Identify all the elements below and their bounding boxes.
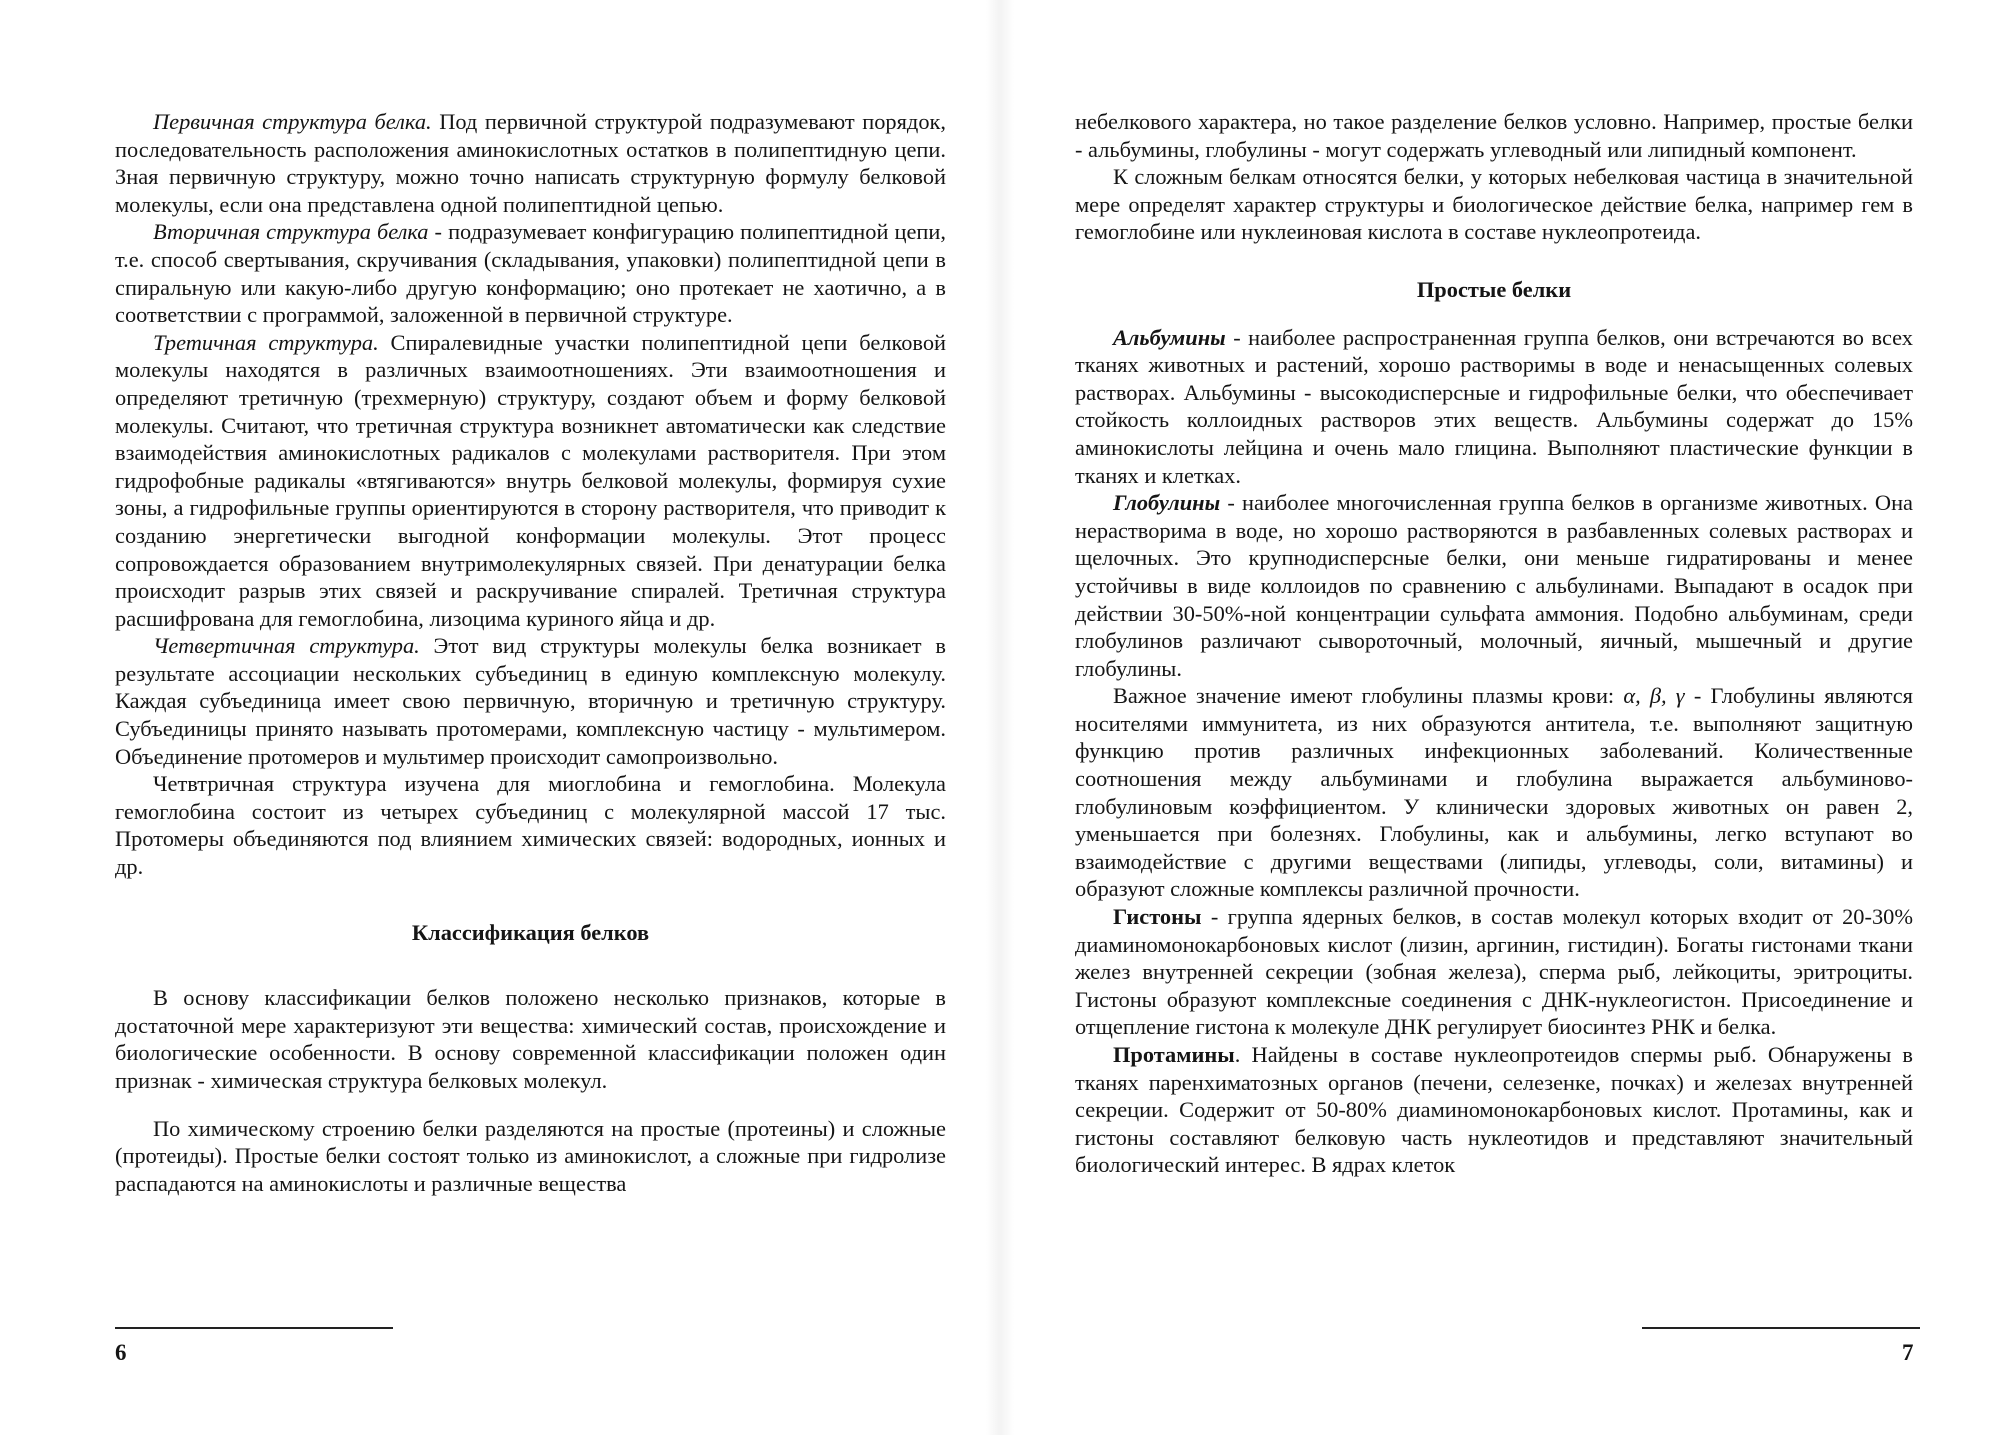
footer-rule-right <box>1642 1327 1920 1329</box>
albumins-paragraph <box>1075 324 1913 490</box>
plasma-globulins-after: - Глобулины являются носителями иммунитета, из них образуются антитела, т.е. выполняют защитную функцию против различных инфекционных заболеваний. Количественные соотношения между альбуминами и глобулина выражается альбуминово-глобулиновым коэффициентом. У клинически здоровых животных он равен 2, уменьшается при болезнях. Глобулины, как и альбумины, легко вступают во взаимодействие с другими веществами (липиды, углеводы, соли, витамины) и образуют сложные комплексы различной прочности. <box>1075 683 1913 902</box>
protamines-term: Протамины <box>1113 1042 1235 1067</box>
tertiary-structure-paragraph <box>115 329 946 633</box>
globulins-term: Глобулины <box>1113 490 1221 516</box>
quaternary-structure-text: Этот вид структуры молекулы белка возникает в результате ассоциации нескольких субъединиц в единую комплексную молекулу. Каждая субъединица имеет свою первичную, вторичную и третичную структуру. Субъединицы принято называть протомерами, комплексную частицу - мультимером. Объединение протомеров и мультимер происходит самопроизвольно. <box>115 633 946 769</box>
histones-paragraph <box>1075 903 1913 1041</box>
primary-structure-term: Первичная структура белка. <box>153 109 432 134</box>
histones-term: Гистоны <box>1113 904 1202 930</box>
quaternary-structure-term: Четвертичная структура. <box>153 633 420 659</box>
albumins-text: - наиболее распространенная группа белков, они встречаются во всех тканях животных и растений, хорошо растворимы в воде и ненасыщенных солевых растворах. Альбумины - высокодисперсные и гидрофильные белки, что обеспечивает стойкость коллоидных растворов этих веществ. Альбумины содержат до 15% аминокислоты лейцина и очень мало глицина. Выполняют пластические функции в тканях и клетках. <box>1075 324 1913 488</box>
simple-proteins-heading: Простые белки <box>1416 276 1572 302</box>
secondary-structure-term: Вторичная структура белка <box>153 219 429 245</box>
protamines-paragraph <box>1075 1041 1913 1179</box>
classification-paragraph-2: По химическому строению белки разделяются на простые (протеины) и сложные (протеиды). Простые белки состоят только из аминокислот, а сложные при гидролизе распадаются на аминокислоты и различные вещества <box>115 1115 946 1196</box>
histones-text: - группа ядерных белков, в состав молекул которых входит от 20-30% диаминомонокарбоновых кислот (лизин, аргинин, гистидин). Богаты гистонами ткани желез внутренней секреции (зобная железа), сперма рыб, лейкоциты, эритроциты. Гистоны образуют комплексные соединения с ДНК-нуклеогистон. Присоединение и отщепление гистона к молекуле ДНК регулирует биосинтез РНК и белка. <box>1075 904 1913 1040</box>
quaternary-structure-paragraph <box>115 632 946 770</box>
albumins-term: Альбумины <box>1113 324 1226 350</box>
secondary-structure-paragraph <box>115 218 946 328</box>
complex-proteins-paragraph: К сложным белкам относятся белки, у которых небелковая частица в значительной мере определят характер структуры и биологическое действие белка, например гем в гемоглобине или нуклеиновая кислота в составе нуклеопротеида. <box>1075 164 1913 245</box>
primary-structure-text: Под первичной структурой подразумевают порядок, последовательность расположения аминокислотных остатков в полипептидную цепи. Зная первичную структуру, можно точно написать структурную формулу белковой молекулы, если она представлена одной полипептидной цепью. <box>115 109 946 217</box>
tertiary-structure-term: Третичная структура. <box>153 329 379 355</box>
tertiary-structure-text: Спиралевидные участки полипептидной цепи белковой молекулы находятся в различных взаимоотношениях. Эти взаимоотношения и определяют третичную (трехмерную) структуру, создают объем и форму белковой молекулы. Считают, что третичная структура возникнет автоматически как следствие взаимодействия аминокислотных радикалов с молекулами растворителя. При этом гидрофобные радикалы «втягиваются» внутрь белковой молекулы, формируя сухие зоны, а гидрофильные группы ориентируются в сторону растворителя, что приводит к созданию энергетически выгодной конформации молекулы. Этот процесс сопровождается образованием внутримолекулярных связей. При денатурации белка происходит разрыв этих связей и раскручивание спиралей. Третичная структура расшифрована для гемоглобина, лизоцима куриного яйца и др. <box>115 329 946 631</box>
continuation-paragraph: небелкового характера, но такое разделение белков условно. Например, простые белки - альбумины, глобулины - могут содержать углеводный или липидный компонент. <box>1075 109 1913 162</box>
footer-rule-left <box>115 1327 393 1329</box>
page-number-left: 6 <box>115 1340 127 1365</box>
globulins-paragraph <box>1075 489 1913 682</box>
right-page <box>1000 0 2000 1435</box>
protamines-text: . Найдены в составе нуклеопротеидов спермы рыб. Обнаружены в тканях паренхиматозных органов (печени, селезенке, почках) и железах внутренней секреции. Содержит от 50-80% диаминомонокарбоновых кислот. Протамины, как и гистоны составляют белковую часть нуклеотидов и представляют значительный биологический интерес. В ядрах клеток <box>1075 1042 1913 1178</box>
plasma-globulins-paragraph <box>1075 682 1913 903</box>
classification-paragraph-1: В основу классификации белков положено несколько признаков, которые в достаточной мере характеризуют эти вещества: химический состав, происхождение и биологические особенности. В основу современной классификации положен один признак - химическая структура белковых молекул. <box>115 985 946 1093</box>
right-text-column <box>1075 108 1913 1179</box>
globulins-text: - наиболее многочисленная группа белков в организме животных. Она нерастворима в воде, но хорошо растворяются в разбавленных солевых растворах и щелочных. Это крупнодисперсные белки, они меньше гидратированы и менее устойчивы в виде коллоидов по сравнению с альбулинами. Выпадают в осадок при действии 30-50%-ной концентрации сульфата аммония. Подобно альбуминам, среди глобулинов различают сывороточный, молочный, яичный, мышечный и другие глобулины. <box>1075 490 1913 681</box>
page-number-right: 7 <box>1902 1340 1914 1365</box>
classification-heading: Классификация белков <box>411 919 650 945</box>
quaternary-studied-paragraph: Четвтричная структура изучена для миоглобина и гемоглобина. Молекула гемоглобина состоит из четырех субъединиц с молекулярной массой 17 тыс. Протомеры объединяются под влиянием химических связей: водородных, ионных и др. <box>115 771 946 880</box>
secondary-structure-text: - подразумевает конфигурацию полипептидной цепи, т.е. способ свертывания, скручивания (складывания, упаковки) полипептидной цепи в спиральную или какую-либо другую конформацию; оно протекает не хаотично, а в соответствии с программой, заложенной в первичной структуре. <box>115 219 946 328</box>
left-text-column <box>115 108 946 1197</box>
plasma-globulins-before: Важное значение имеют глобулины плазмы крови: <box>1113 683 1624 709</box>
primary-structure-paragraph <box>115 108 946 218</box>
plasma-globulins-greek: α, β, γ <box>1623 683 1685 709</box>
